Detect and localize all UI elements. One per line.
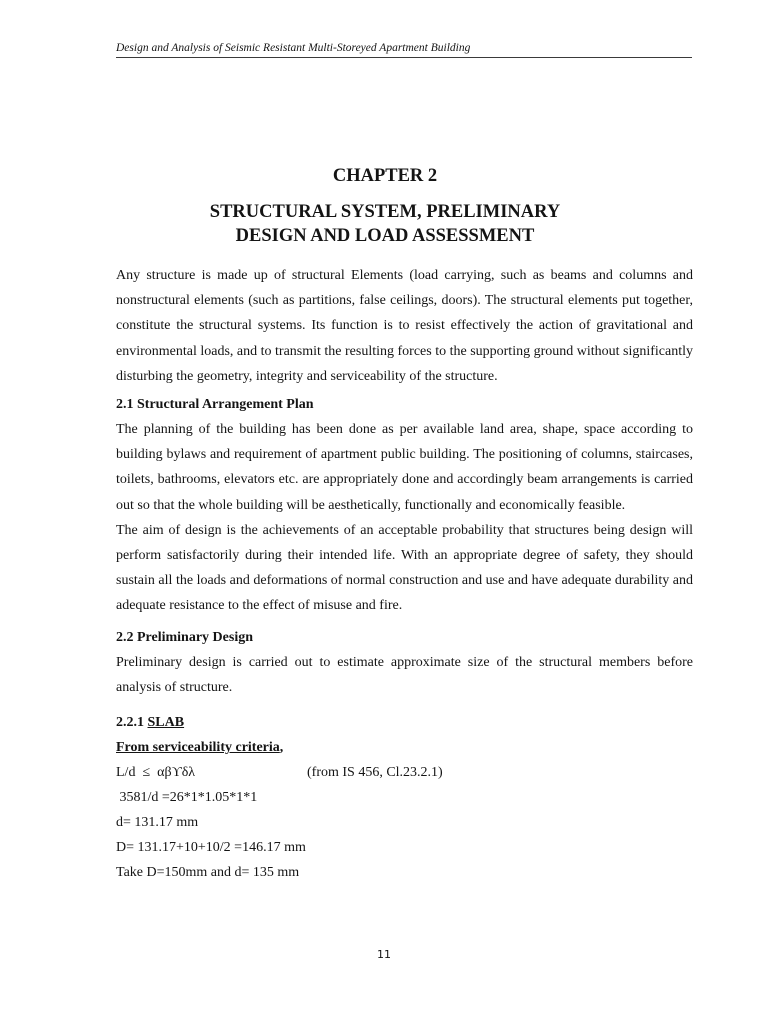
section-2-2-paragraph: Preliminary design is carried out to estimate approximate size of the structural members before analysis of structure. <box>116 654 693 695</box>
section-2-1-paragraph-1: The planning of the building has been done as per available land area, shape, space according to building bylaws and requirement of apartment public building. The positioning of columns, staircases, toilets, bathrooms, elevators etc. are appropriately done and accordingly beam arrangements is carried out so that the whole building will be aesthetically, functionally and economically feasible. <box>116 422 693 513</box>
calc-line-2: d= 131.17 mm <box>116 815 199 831</box>
section-2-1-paragraph-2: The aim of design is the achievements of an acceptable probability that structures being design will perform satisfactorily during their intended life. With an appropriate degree of safety, they should sustain all the loads and deformations of normal construction and use and have adequate durability and adequate resistance to the effect of misuse and fire. <box>116 522 693 614</box>
chapter-title-line-1: STRUCTURAL SYSTEM, PRELIMINARY <box>209 202 561 222</box>
section-2-1-heading: 2.1 Structural Arrangement Plan <box>116 397 314 413</box>
section-2-2-heading: 2.2 Preliminary Design <box>116 629 254 645</box>
running-header: Design and Analysis of Seismic Resistant Multi-Storeyed Apartment Building <box>116 42 692 58</box>
chapter-title-block <box>116 164 654 248</box>
section-2-2-1-heading <box>116 710 693 735</box>
intro-paragraph: Any structure is made up of structural Elements (load carrying, such as beams and columns and nonstructural elements (such as partitions, false ceilings, doors). The structural elements put together, constitute the structural systems. Its function is to resist effectively the action of gravitational and environmental loads, and to transmit the resulting forces to the supporting ground without significantly disturbing the geometry, integrity and serviceability of the structure. <box>116 268 694 384</box>
chapter-number: CHAPTER 2 <box>332 166 438 186</box>
calc-line-1: 3581/d =26*1*1.05*1*1 <box>116 790 258 806</box>
chapter-title-line-2: DESIGN AND LOAD ASSESSMENT <box>235 226 535 246</box>
calc-line-3: D= 131.17+10+10/2 =146.17 mm <box>116 840 306 856</box>
serviceability-criteria-comma: , <box>279 740 284 756</box>
calc-line-4: Take D=150mm and d= 135 mm <box>116 865 300 881</box>
chapter-title <box>116 200 654 248</box>
slab-title: SLAB <box>147 715 185 731</box>
serviceability-heading <box>116 735 693 760</box>
deflection-formula: L/d ≤ αβϒδλ <box>116 765 196 781</box>
serviceability-criteria-text: From serviceability criteria <box>116 740 280 756</box>
section-2-2-1-number: 2.2.1 <box>116 715 144 731</box>
document-body <box>116 263 693 885</box>
formula-row <box>116 760 693 785</box>
page-number: 11 <box>377 948 391 961</box>
formula-reference: (from IS 456, Cl.23.2.1) <box>307 765 443 781</box>
